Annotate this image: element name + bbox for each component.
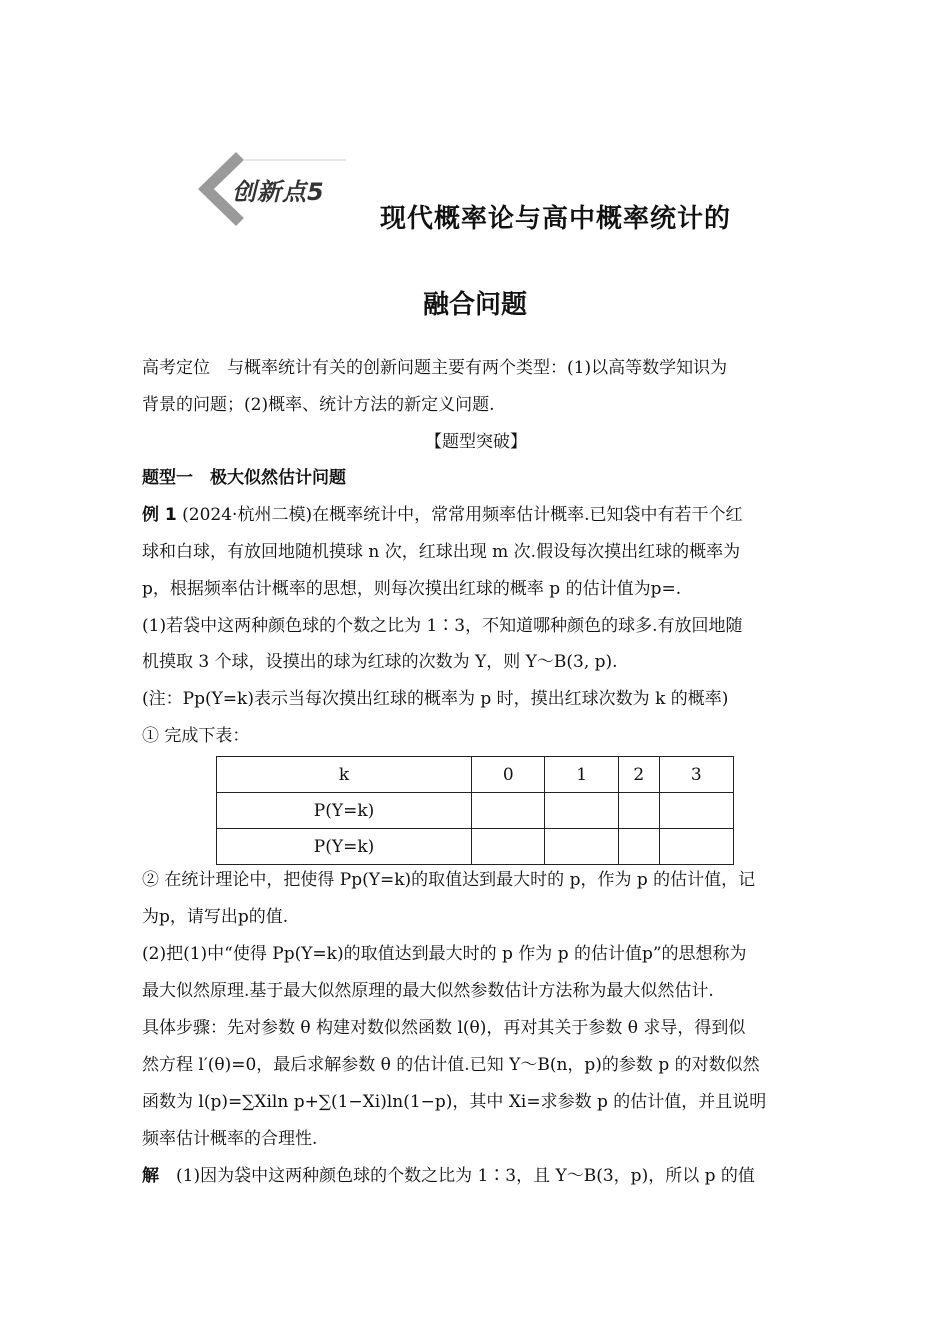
table-header-row — [217, 757, 734, 793]
table-header-cell: 3 — [659, 757, 733, 793]
question-2-line-5: 函数为 l(p)=∑Xiln p+∑(1−Xi)ln(1−p)，其中 Xi=求参数 p 的估计值，并且说明 — [142, 1092, 767, 1112]
question-1-line-1: (1)若袋中这两种颜色球的个数之比为 1∶3，不知道哪种颜色的球多.有放回地随 — [142, 616, 743, 636]
table-header-cell: 1 — [545, 757, 618, 793]
example-line-1 — [142, 503, 810, 527]
table-cell — [659, 793, 733, 829]
table-cell — [545, 829, 618, 865]
question-2-line-4: 然方程 l′(θ)=0，最后求解参数 θ 的估计值.已知 Y～B(n，p)的参数 p 的对数似然 — [142, 1055, 760, 1075]
solution-line-1 — [142, 1164, 810, 1188]
question-2-line-6: 频率估计概率的合理性. — [142, 1129, 318, 1149]
page-title-line-2: 融合问题 — [422, 290, 527, 320]
table-cell — [618, 829, 659, 865]
question-2-line-1: (2)把(1)中“使得 Pp(Y=k)的取值达到最大时的 p 作为 p 的估计值p”的思想称为 — [142, 944, 747, 964]
table-row — [217, 793, 734, 829]
example-text-1: (2024·杭州二模)在概率统计中，常常用频率估计概率.已知袋中有若干个红 — [176, 505, 743, 525]
question-2-line-3: 具体步骤：先对参数 θ 构建对数似然函数 l(θ)，再对其关于参数 θ 求导，得到似 — [142, 1018, 746, 1038]
table-cell — [545, 793, 618, 829]
solution-label: 解 — [142, 1166, 159, 1186]
badge-label: 创新点5 — [232, 178, 325, 206]
example-line-2: 球和白球，有放回地随机摸球 n 次，红球出现 m 次.假设每次摸出红球的概率为 — [142, 542, 741, 562]
table-row — [217, 829, 734, 865]
intro-line-1: 高考定位 与概率统计有关的创新问题主要有两个类型：(1)以高等数学知识为 — [142, 358, 728, 378]
innovation-badge — [196, 150, 356, 228]
question-2-line-2: 最大似然原理.基于最大似然原理的最大似然参数估计方法称为最大似然估计. — [142, 981, 714, 1001]
table-header-cell: k — [217, 757, 472, 793]
example-label: 例 1 — [142, 505, 177, 525]
topic-heading: 题型一 极大似然估计问题 — [142, 468, 346, 488]
section-heading: 【题型突破】 — [425, 432, 527, 452]
example-line-3: p，根据频率估计概率的思想，则每次摸出红球的概率 p 的估计值为p=. — [142, 579, 682, 599]
probability-table — [216, 756, 734, 865]
solution-text-1: (1)因为袋中这两种颜色球的个数之比为 1∶3，且 Y～B(3，p)，所以 p 的值 — [159, 1166, 755, 1186]
table-row-label: P(Y=k) — [217, 829, 472, 865]
sub-question-2-line-2: 为p，请写出p的值. — [142, 907, 289, 927]
sub-question-1: ① 完成下表： — [142, 726, 250, 746]
table-header-cell: 2 — [618, 757, 659, 793]
table-cell — [472, 793, 545, 829]
table-cell — [618, 793, 659, 829]
page-title-line-1: 现代概率论与高中概率统计的 — [380, 204, 732, 234]
question-1-line-2: 机摸取 3 个球，设摸出的球为红球的次数为 Y，则 Y～B(3, p). — [142, 652, 618, 672]
note-line: (注：Pp(Y=k)表示当每次摸出红球的概率为 p 时，摸出红球次数为 k 的概率) — [142, 689, 729, 709]
table-header-cell: 0 — [472, 757, 545, 793]
table-row-label: P(Y=k) — [217, 793, 472, 829]
table-cell — [659, 829, 733, 865]
sub-question-2-line-1: ② 在统计理论中，把使得 Pp(Y=k)的取值达到最大时的 p，作为 p 的估计值，记 — [142, 870, 756, 890]
table-cell — [472, 829, 545, 865]
intro-line-2: 背景的问题；(2)概率、统计方法的新定义问题. — [142, 395, 495, 415]
